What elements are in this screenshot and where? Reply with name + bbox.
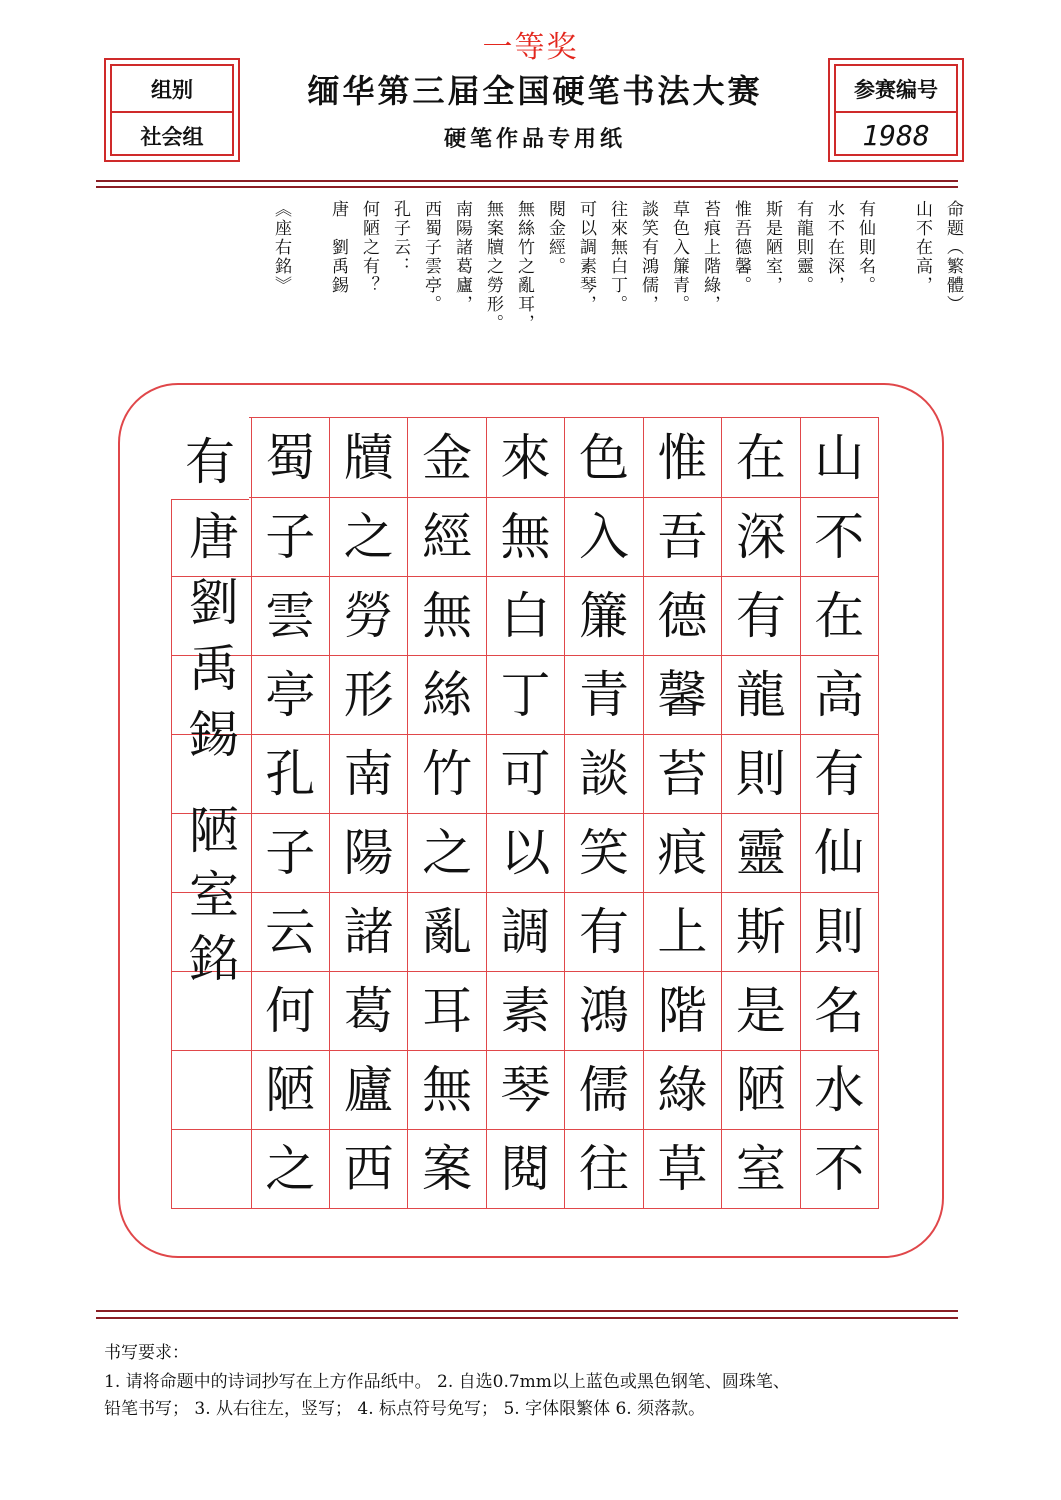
grid-cell: 經 xyxy=(408,497,485,576)
grid-cell: 子 xyxy=(252,813,329,892)
grid-cell: 斯 xyxy=(722,892,799,971)
grid-cell: 吾 xyxy=(644,497,721,576)
grid-cell: 色 xyxy=(578,428,629,487)
grid-cell: 有 xyxy=(722,576,799,655)
group-label: 组别 xyxy=(151,77,193,102)
grid-cell: 是 xyxy=(722,971,799,1050)
grid-cell: 階 xyxy=(644,971,721,1050)
grid-cell: 南 xyxy=(330,734,407,813)
grid-cell: 德 xyxy=(644,576,721,655)
grid-cell: 蜀 xyxy=(265,428,316,487)
grid-cell: 仙 xyxy=(801,813,878,892)
grid-cell: 笑 xyxy=(565,813,642,892)
requirements-line: 1. 请将命题中的诗词抄写在上方作品纸中。 2. 自选0.7mm以上蓝色或黑色钢笔、圆珠笔、 xyxy=(104,1372,790,1393)
entry-number-label: 参赛编号 xyxy=(854,77,938,102)
requirements xyxy=(104,1340,964,1424)
grid-cell: 苔 xyxy=(644,734,721,813)
grid-cell: 亂 xyxy=(408,892,485,971)
grid-cell: 云 xyxy=(252,892,329,971)
grid-cell: 綠 xyxy=(644,1050,721,1129)
grid-cell: 有 xyxy=(801,734,878,813)
grid-cell: 諸 xyxy=(330,892,407,971)
prompt-column: 苔痕上階綠， xyxy=(700,200,720,314)
prompt-column: 有仙則名。 xyxy=(855,200,875,295)
group-box xyxy=(110,64,234,156)
prompt-column: 無絲竹之亂耳， xyxy=(514,200,534,333)
prompt-column: 無案牘之勞形。 xyxy=(483,200,503,333)
prompt-column: 何陋之有？ xyxy=(359,200,379,295)
entry-number-value: 1988 xyxy=(836,111,956,158)
prompt-column: 水不在深， xyxy=(824,200,844,295)
requirements-heading: 书写要求： xyxy=(104,1343,189,1363)
grid-cell: 絲 xyxy=(408,655,485,734)
grid-column xyxy=(329,418,407,1208)
grid-cell: 儒 xyxy=(565,1050,642,1129)
grid-cell: 在 xyxy=(735,428,786,487)
signature xyxy=(171,500,249,1209)
grid-column xyxy=(564,418,642,1208)
grid-cell: 不 xyxy=(801,497,878,576)
entry-number-box xyxy=(834,64,958,156)
grid-cell: 無 xyxy=(487,497,564,576)
grid-column xyxy=(721,418,799,1208)
page-title: 缅华第三届全国硬笔书法大赛 xyxy=(307,72,763,110)
grid-cell: 陽 xyxy=(330,813,407,892)
prompt-column: 命题（繁體） xyxy=(943,200,963,314)
prompt-column: 可以調素琴， xyxy=(576,200,596,314)
grid-cell: 子 xyxy=(252,497,329,576)
grid-cell: 簾 xyxy=(565,576,642,655)
grid-cell: 形 xyxy=(330,655,407,734)
grid-cell: 西 xyxy=(330,1129,407,1208)
grid-cell: 陋 xyxy=(722,1050,799,1129)
grid-cell: 談 xyxy=(565,734,642,813)
footer-divider xyxy=(96,1310,958,1312)
grid-cell: 以 xyxy=(487,813,564,892)
signature-name: 唐劉禹錫 xyxy=(181,510,239,774)
grid-cell: 亭 xyxy=(252,655,329,734)
grid-cell: 則 xyxy=(801,892,878,971)
grid-cell: 勞 xyxy=(330,576,407,655)
grid-cell: 何 xyxy=(252,971,329,1050)
grid-cell: 牘 xyxy=(343,428,394,487)
header-divider xyxy=(96,180,958,182)
grid-cell: 耳 xyxy=(408,971,485,1050)
prompt-column: 西蜀子雲亭。 xyxy=(421,200,441,314)
grid-cell: 之 xyxy=(330,497,407,576)
grid-cell: 丁 xyxy=(487,655,564,734)
grid-cell: 有 xyxy=(171,417,249,500)
grid-cell: 之 xyxy=(408,813,485,892)
grid-cell: 無 xyxy=(408,1050,485,1129)
footer-divider-thin xyxy=(96,1317,958,1319)
grid-cell: 竹 xyxy=(408,734,485,813)
grid-cell: 靈 xyxy=(722,813,799,892)
writing-grid xyxy=(171,417,879,1209)
grid-cell: 水 xyxy=(801,1050,878,1129)
grid-cell: 案 xyxy=(408,1129,485,1208)
prompt-column: 南陽諸葛廬， xyxy=(452,200,472,314)
prompt-column: 唐 劉禹錫 xyxy=(328,200,348,295)
prompt-column: 斯是陋室， xyxy=(762,200,782,295)
prompt-column: 往來無白丁。 xyxy=(607,200,627,314)
grid-cell: 可 xyxy=(487,734,564,813)
grid-cell: 廬 xyxy=(330,1050,407,1129)
grid-cell: 上 xyxy=(644,892,721,971)
grid-cell: 陋 xyxy=(252,1050,329,1129)
prompt-column: 《座右銘》 xyxy=(271,200,291,295)
grid-cell: 來 xyxy=(500,428,551,487)
prompt-column: 談笑有鴻儒， xyxy=(638,200,658,314)
grid-cell: 素 xyxy=(487,971,564,1050)
group-value: 社会组 xyxy=(112,111,232,158)
grid-cell: 鴻 xyxy=(565,971,642,1050)
grid-cell: 往 xyxy=(565,1129,642,1208)
grid-cell: 室 xyxy=(722,1129,799,1208)
grid-cell: 白 xyxy=(487,576,564,655)
prompt-text xyxy=(101,200,961,385)
grid-cell: 高 xyxy=(801,655,878,734)
grid-cell: 深 xyxy=(722,497,799,576)
grid-column xyxy=(251,418,329,1208)
prompt-column: 閱金經。 xyxy=(545,200,565,276)
prompt-column: 孔子云： xyxy=(390,200,410,276)
grid-cell: 不 xyxy=(801,1129,878,1208)
grid-cell: 在 xyxy=(801,576,878,655)
grid-cell: 龍 xyxy=(722,655,799,734)
grid-cell: 之 xyxy=(252,1129,329,1208)
grid-cell: 雲 xyxy=(252,576,329,655)
grid-cell: 則 xyxy=(722,734,799,813)
grid-cell: 山 xyxy=(814,428,865,487)
grid-column xyxy=(486,418,564,1208)
grid-column xyxy=(643,418,721,1208)
grid-cell: 有 xyxy=(565,892,642,971)
grid-cell: 痕 xyxy=(644,813,721,892)
signature-title: 陋室銘 xyxy=(181,804,239,996)
grid-cell: 金 xyxy=(422,428,473,487)
grid-cell: 惟 xyxy=(657,428,708,487)
grid-cell: 孔 xyxy=(252,734,329,813)
grid-cell: 入 xyxy=(565,497,642,576)
prompt-column: 草色入簾青。 xyxy=(669,200,689,314)
prompt-column: 山不在高， xyxy=(912,200,932,295)
requirements-line: 铅笔书写； 3. 从右往左，竖写； 4. 标点符号免写； 5. 字体限繁体 6. 须落款。 xyxy=(104,1399,706,1420)
header-divider-thin xyxy=(96,186,958,188)
grid-column xyxy=(407,418,485,1208)
prompt-column: 有龍則靈。 xyxy=(793,200,813,295)
grid-cell: 琴 xyxy=(487,1050,564,1129)
grid-cell: 調 xyxy=(487,892,564,971)
grid-cell: 無 xyxy=(408,576,485,655)
grid-cell: 閱 xyxy=(487,1129,564,1208)
prompt-column: 惟吾德馨。 xyxy=(731,200,751,295)
page-subtitle: 硬笔作品专用纸 xyxy=(443,127,626,152)
grid-cell: 草 xyxy=(644,1129,721,1208)
grid-cell: 葛 xyxy=(330,971,407,1050)
grid-column xyxy=(800,418,878,1208)
award-label: 一等奖 xyxy=(482,30,579,65)
grid-cell: 青 xyxy=(565,655,642,734)
grid-cell: 名 xyxy=(801,971,878,1050)
grid-cell: 馨 xyxy=(644,655,721,734)
